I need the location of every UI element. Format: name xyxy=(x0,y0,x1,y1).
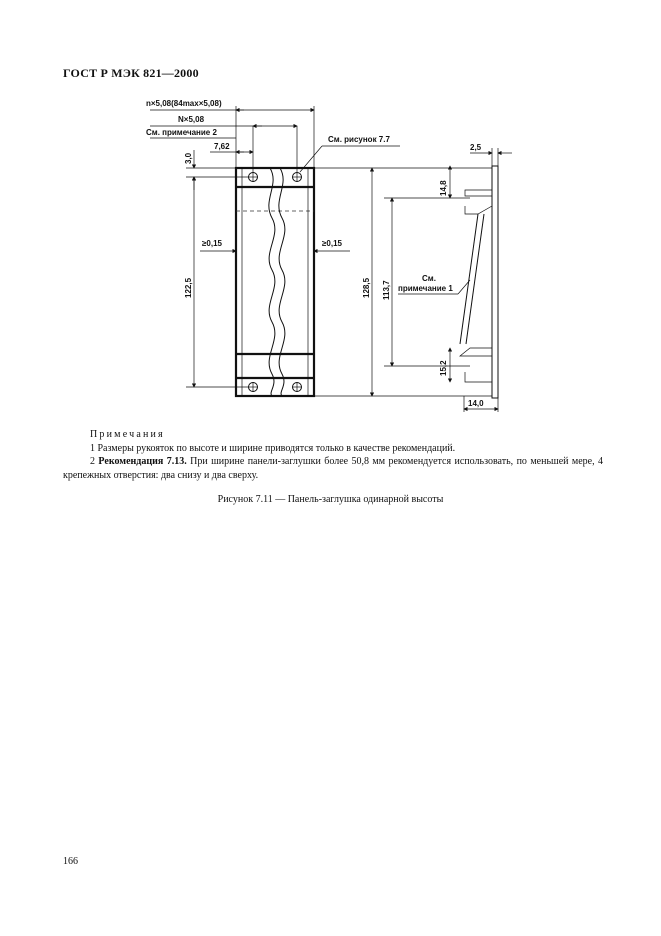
dim-7-62: 7,62 xyxy=(214,142,230,151)
height-dimensions xyxy=(314,168,492,396)
see-note-1-a: См. xyxy=(422,274,436,283)
notes-title: Примечания xyxy=(90,429,165,440)
dim-14-0: 14,0 xyxy=(468,399,484,408)
note-2-bold: Рекомендация 7.13. xyxy=(98,456,187,467)
figure-caption: Рисунок 7.11 — Панель-заглушка одинарной высоты xyxy=(217,494,444,505)
dim-3-0: 3,0 xyxy=(184,152,193,164)
dim-n-pitch: N×5,08 xyxy=(178,115,205,124)
dim-15-2: 15,2 xyxy=(439,360,448,376)
screw-hole-icon xyxy=(248,382,258,392)
see-note-2: См. примечание 2 xyxy=(146,128,217,137)
document-header: ГОСТ Р МЭК 821—2000 xyxy=(63,66,199,80)
dim-122-5: 122,5 xyxy=(184,277,193,298)
page-number: 166 xyxy=(63,856,78,867)
dim-113-7: 113,7 xyxy=(382,280,391,300)
note-2-number: 2 xyxy=(90,456,99,467)
dim-0-15-right: ≥0,15 xyxy=(322,239,342,248)
dim-128-5: 128,5 xyxy=(362,277,371,298)
see-figure-7-7: См. рисунок 7.7 xyxy=(328,135,390,144)
dim-14-8: 14,8 xyxy=(439,180,448,196)
screw-hole-icon xyxy=(248,172,258,182)
dim-0-15-left: ≥0,15 xyxy=(202,239,222,248)
blank-panel-drawing xyxy=(0,0,661,420)
notes-block xyxy=(63,428,603,482)
note-1: 1 Размеры рукояток по высоте и ширине приводятся только в качестве рекомендаций. xyxy=(90,442,456,454)
dim-n-width: n×5,08(84max×5,08) xyxy=(146,99,222,108)
panel-side-view xyxy=(398,143,512,412)
note-2 xyxy=(63,455,603,482)
dim-2-5: 2,5 xyxy=(470,143,482,152)
see-note-1-b: примечание 1 xyxy=(398,284,453,293)
note-2-text: При ширине панели-заглушки более 50,8 мм рекомендуется использовать, по меньшей мере, 4 крепежных отверстия: два снизу и два сверху. xyxy=(63,456,604,481)
screw-hole-icon xyxy=(292,172,302,182)
screw-hole-icon xyxy=(292,382,302,392)
panel-front-view xyxy=(236,168,314,396)
